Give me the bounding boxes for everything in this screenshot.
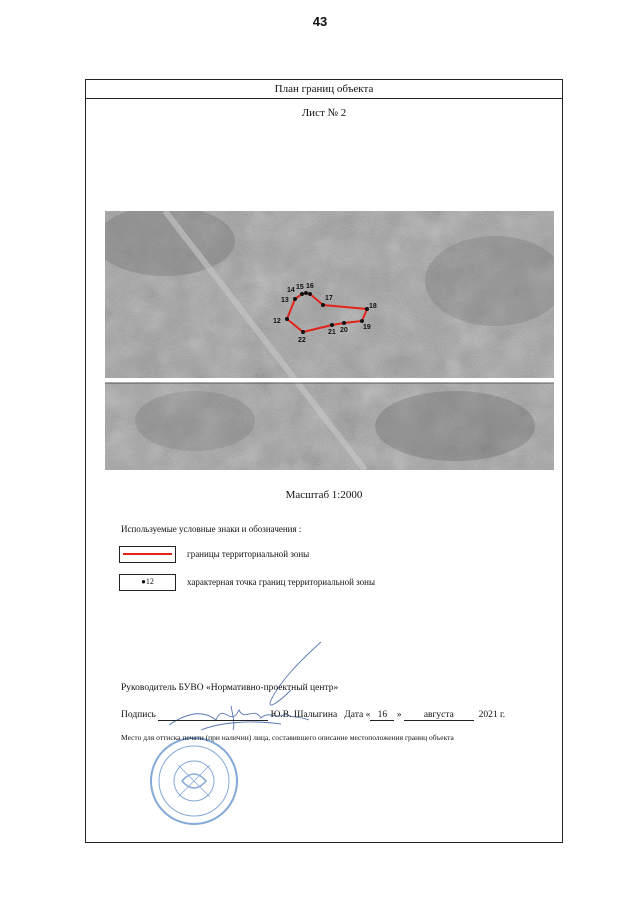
point-label: 21 [328,329,336,336]
legend-item-text: характерная точка границ территориальной зоны [187,577,376,587]
boundary-point [342,321,346,325]
date-year: 2021 г. [478,710,506,720]
organization-stamp-icon [148,735,240,827]
boundary-point [330,323,334,327]
point-label: 20 [340,327,348,334]
red-boundary-line-icon [123,553,172,555]
signature-line: Подпись Ю.В. Шалыгина Дата « 16 » августа 2021 г. [121,710,506,720]
head-of-organization: Руководитель БУВО «Нормативно-проектный центр» [121,683,339,693]
boundary-point [304,291,308,295]
date-month: августа [404,710,474,721]
boundary-point [308,292,312,296]
date-label: Дата « [344,710,371,720]
point-label: 18 [369,303,377,310]
sheet-number: Лист № 2 [301,107,347,119]
point-label: 16 [306,283,314,290]
page-number: 43 [312,14,328,29]
boundary-point [321,303,325,307]
stamp-note: Место для оттиска печати (при наличии) лица, составившего описание местоположения границ объекта [121,733,454,742]
legend-title: Используемые условные знаки и обозначения : [121,524,302,534]
point-label: 17 [325,295,333,302]
map-scale: Масштаб 1:2000 [285,489,363,501]
point-label: 14 [287,287,295,294]
legend-point-symbol [119,574,176,591]
aerial-map [105,211,554,470]
boundary-point [360,319,364,323]
boundary-point [300,292,304,296]
signatory-name: Ю.В. Шалыгина [270,710,338,720]
point-label: 13 [281,297,289,304]
boundary-point [285,317,289,321]
point-label: 19 [363,324,371,331]
boundary-point [293,297,297,301]
sheet-title: План границ объекта [86,80,562,99]
legend-point-label: ●12 [141,577,154,586]
legend-item-text: границы территориальной зоны [187,549,310,559]
point-label: 15 [296,284,304,291]
boundary-point [301,330,305,334]
point-label: 12 [273,318,281,325]
date-day: 16 [370,710,394,721]
legend-line-symbol [119,546,176,563]
sheet-frame [85,79,563,843]
signature-label: Подпись [121,710,156,720]
point-label: 22 [298,337,306,344]
